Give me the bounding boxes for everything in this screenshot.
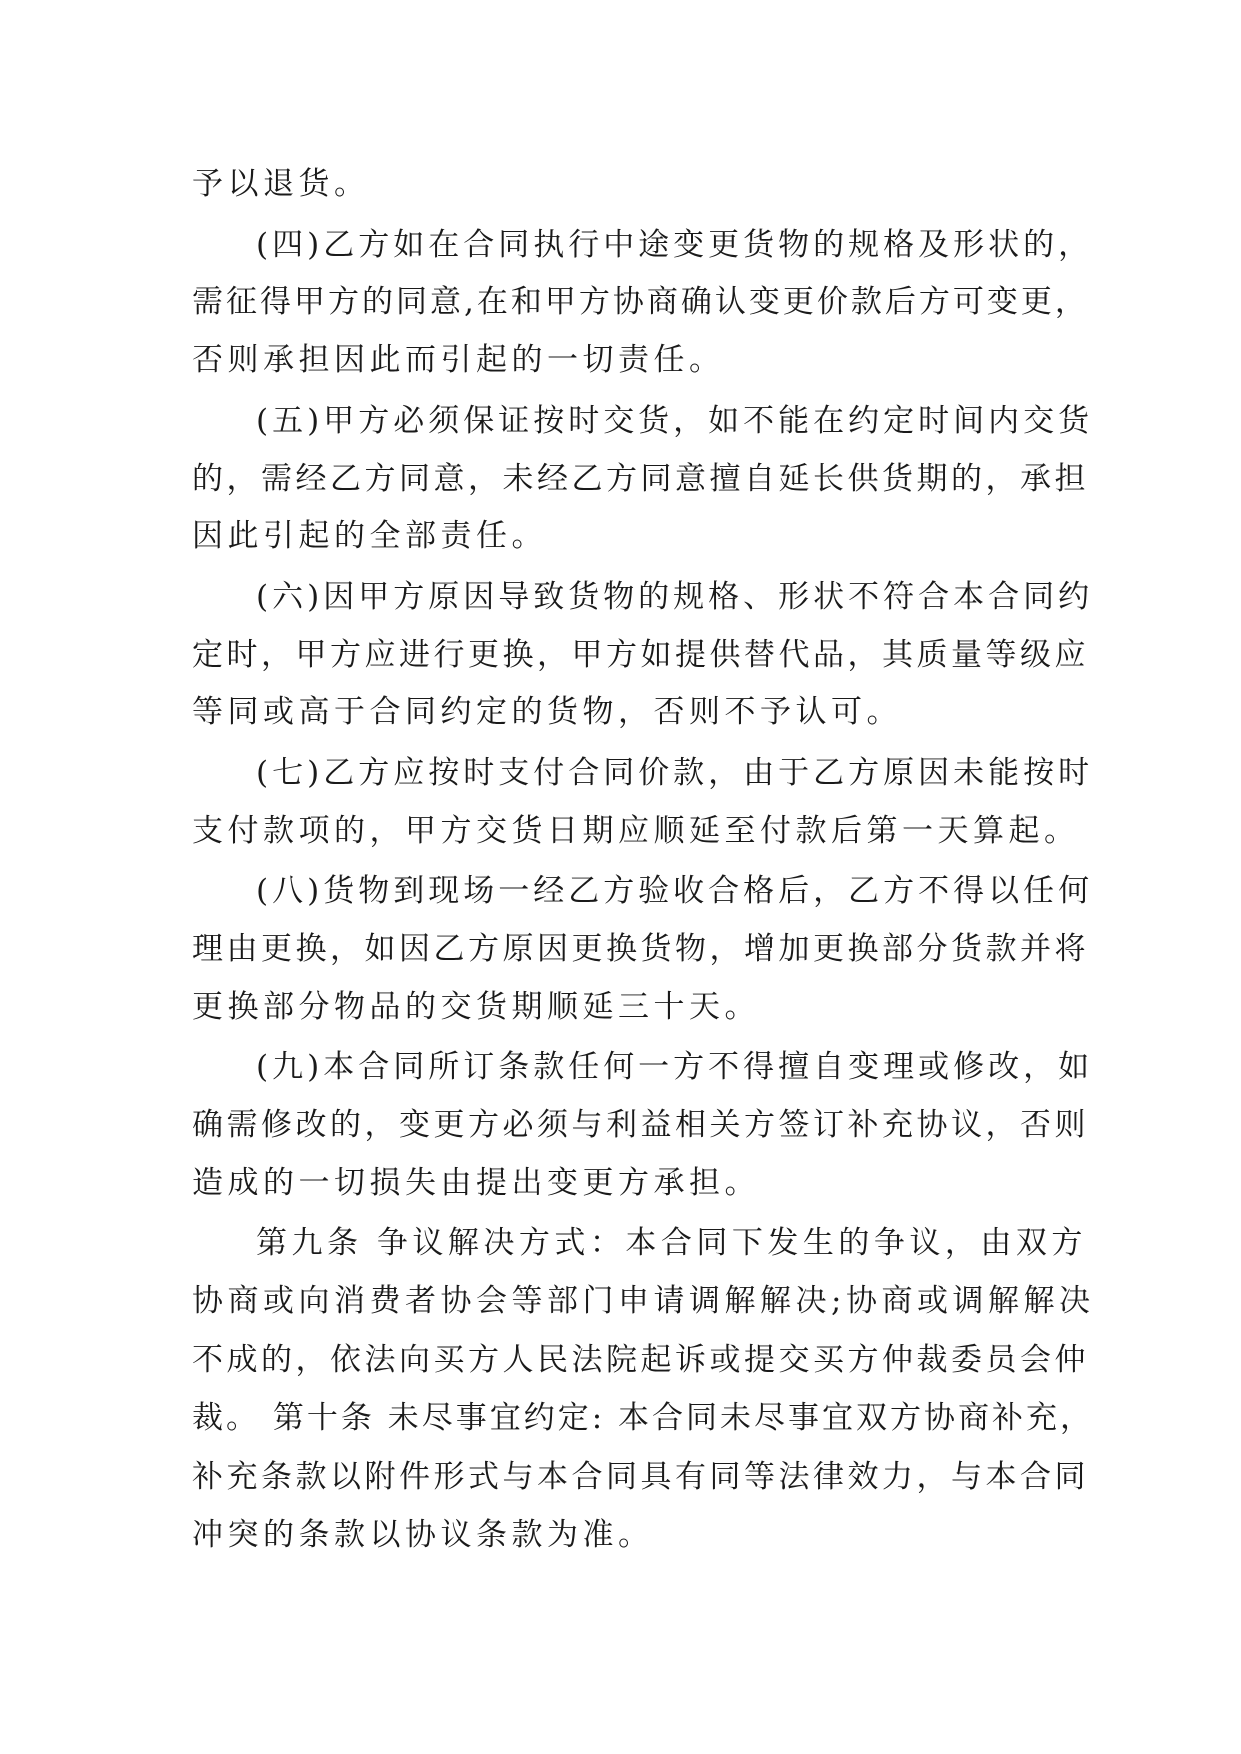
text-line: 需征得甲方的同意,在和甲方协商确认变更价款后方可变更， [192,284,1089,320]
text-line: 否则承担因此而引起的一切责任。 [192,342,725,378]
text-line: 补充条款以附件形式与本合同具有同等法律效力，与本合同 [192,1459,1089,1495]
text-line: (七)乙方应按时支付合同价款，由于乙方原因未能按时 [256,755,1094,791]
text-line: 理由更换，如因乙方原因更换货物，增加更换部分货款并将 [192,931,1089,967]
text-line: 确需修改的，变更方必须与利益相关方签订补充协议，否则 [192,1107,1089,1143]
text-line: (八)货物到现场一经乙方验收合格后，乙方不得以任何 [256,873,1094,909]
text-line: 予以退货。 [192,166,370,202]
text-line: (九)本合同所订条款任何一方不得擅自变理或修改，如 [256,1049,1094,1085]
text-line: 的，需经乙方同意，未经乙方同意擅自延长供货期的，承担 [192,461,1089,497]
text-line: 支付款项的，甲方交货日期应顺延至付款后第一天算起。 [192,813,1080,849]
text-line: 更换部分物品的交货期顺延三十天。 [192,989,760,1025]
text-line: (四)乙方如在合同执行中途变更货物的规格及形状的， [256,227,1094,263]
text-line: 冲突的条款以协议条款为准。 [192,1517,654,1553]
text-line: 等同或高于合同约定的货物，否则不予认可。 [192,694,902,730]
text-line: 定时，甲方应进行更换，甲方如提供替代品，其质量等级应 [192,637,1089,673]
text-line: (五)甲方必须保证按时交货，如不能在约定时间内交货 [256,403,1094,439]
text-line: 不成的，依法向买方人民法院起诉或提交买方仲裁委员会仲 [192,1342,1089,1378]
text-line: 第九条 争议解决方式：本合同下发生的争议，由双方 [256,1225,1087,1261]
text-line: 裁。 第十条 未尽事宜约定: 本合同未尽事宜双方协商补充， [192,1400,1095,1436]
text-line: (六)因甲方原因导致货物的规格、形状不符合本合同约 [256,579,1094,615]
text-line: 造成的一切损失由提出变更方承担。 [192,1165,760,1201]
text-line: 协商或向消费者协会等部门申请调解解决;协商或调解解决 [192,1283,1095,1319]
text-line: 因此引起的全部责任。 [192,518,547,554]
